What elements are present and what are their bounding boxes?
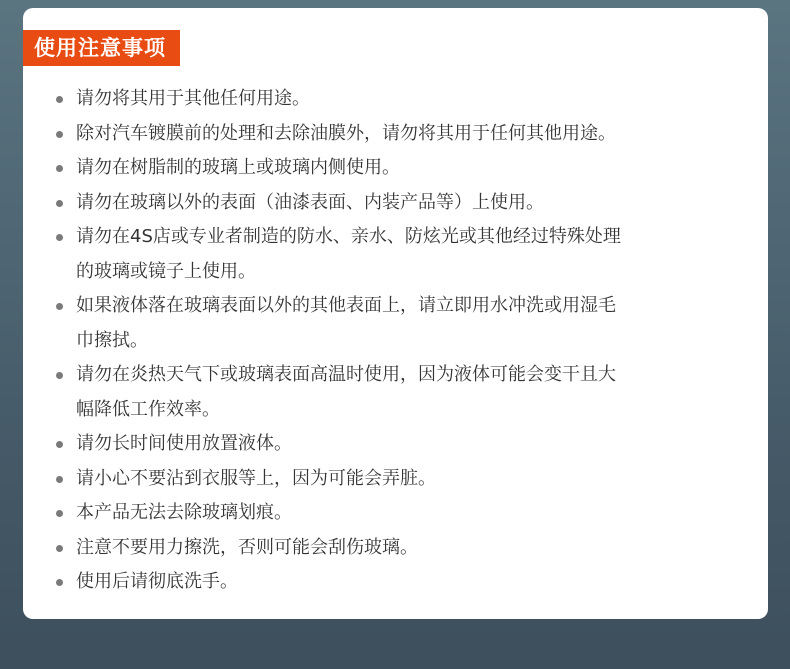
bullet-icon [56, 303, 63, 310]
notice-card [23, 8, 768, 619]
list-item [56, 220, 746, 289]
bullet-icon [56, 234, 63, 241]
bullet-icon [56, 441, 63, 448]
note-text: 请勿长时间使用放置液体。 [76, 433, 292, 454]
note-text: 注意不要用力擦洗，否则可能会刮伤玻璃。 [76, 536, 418, 558]
bullet-icon [56, 131, 63, 138]
bullet-icon [56, 476, 63, 483]
list-item [56, 427, 746, 462]
list-item [56, 117, 746, 152]
bullet-icon [56, 545, 63, 552]
bullet-icon [56, 165, 63, 172]
list-item [56, 462, 746, 497]
list-item [56, 496, 746, 531]
list-item [56, 186, 746, 221]
bullet-icon [56, 200, 63, 207]
note-text: 本产品无法去除玻璃划痕。 [76, 502, 292, 523]
note-text: 请勿在玻璃以外的表面（油漆表面、内装产品等）上使用。 [76, 191, 544, 213]
list-item [56, 289, 746, 358]
note-text: 使用后请彻底洗手。 [76, 571, 238, 592]
list-item [56, 565, 746, 600]
list-item [56, 358, 746, 427]
note-text: 请小心不要沾到衣服等上，因为可能会弄脏。 [76, 467, 436, 489]
list-item [56, 531, 746, 566]
section-title: 使用注意事项 [23, 30, 180, 66]
note-text: 请勿在树脂制的玻璃上或玻璃内侧使用。 [76, 157, 400, 178]
bullet-icon [56, 96, 63, 103]
note-text: 请勿在炎热天气下或玻璃表面高温时使用，因为液体可能会变干且大 幅降低工作效率。 [76, 364, 616, 420]
note-text: 请勿将其用于其他任何用途。 [76, 88, 310, 109]
note-text: 除对汽车镀膜前的处理和去除油膜外，请勿将其用于任何其他用途。 [76, 122, 616, 144]
note-text: 请勿在4S店或专业者制造的防水、亲水、防炫光或其他经过特殊处理 的玻璃或镜子上使用。 [76, 226, 621, 282]
bullet-icon [56, 372, 63, 379]
list-item [56, 151, 746, 186]
bullet-icon [56, 579, 63, 586]
note-text: 如果液体落在玻璃表面以外的其他表面上，请立即用水冲洗或用湿毛 巾擦拭。 [76, 295, 616, 351]
bullet-icon [56, 510, 63, 517]
notes-list [56, 82, 746, 600]
list-item [56, 82, 746, 117]
